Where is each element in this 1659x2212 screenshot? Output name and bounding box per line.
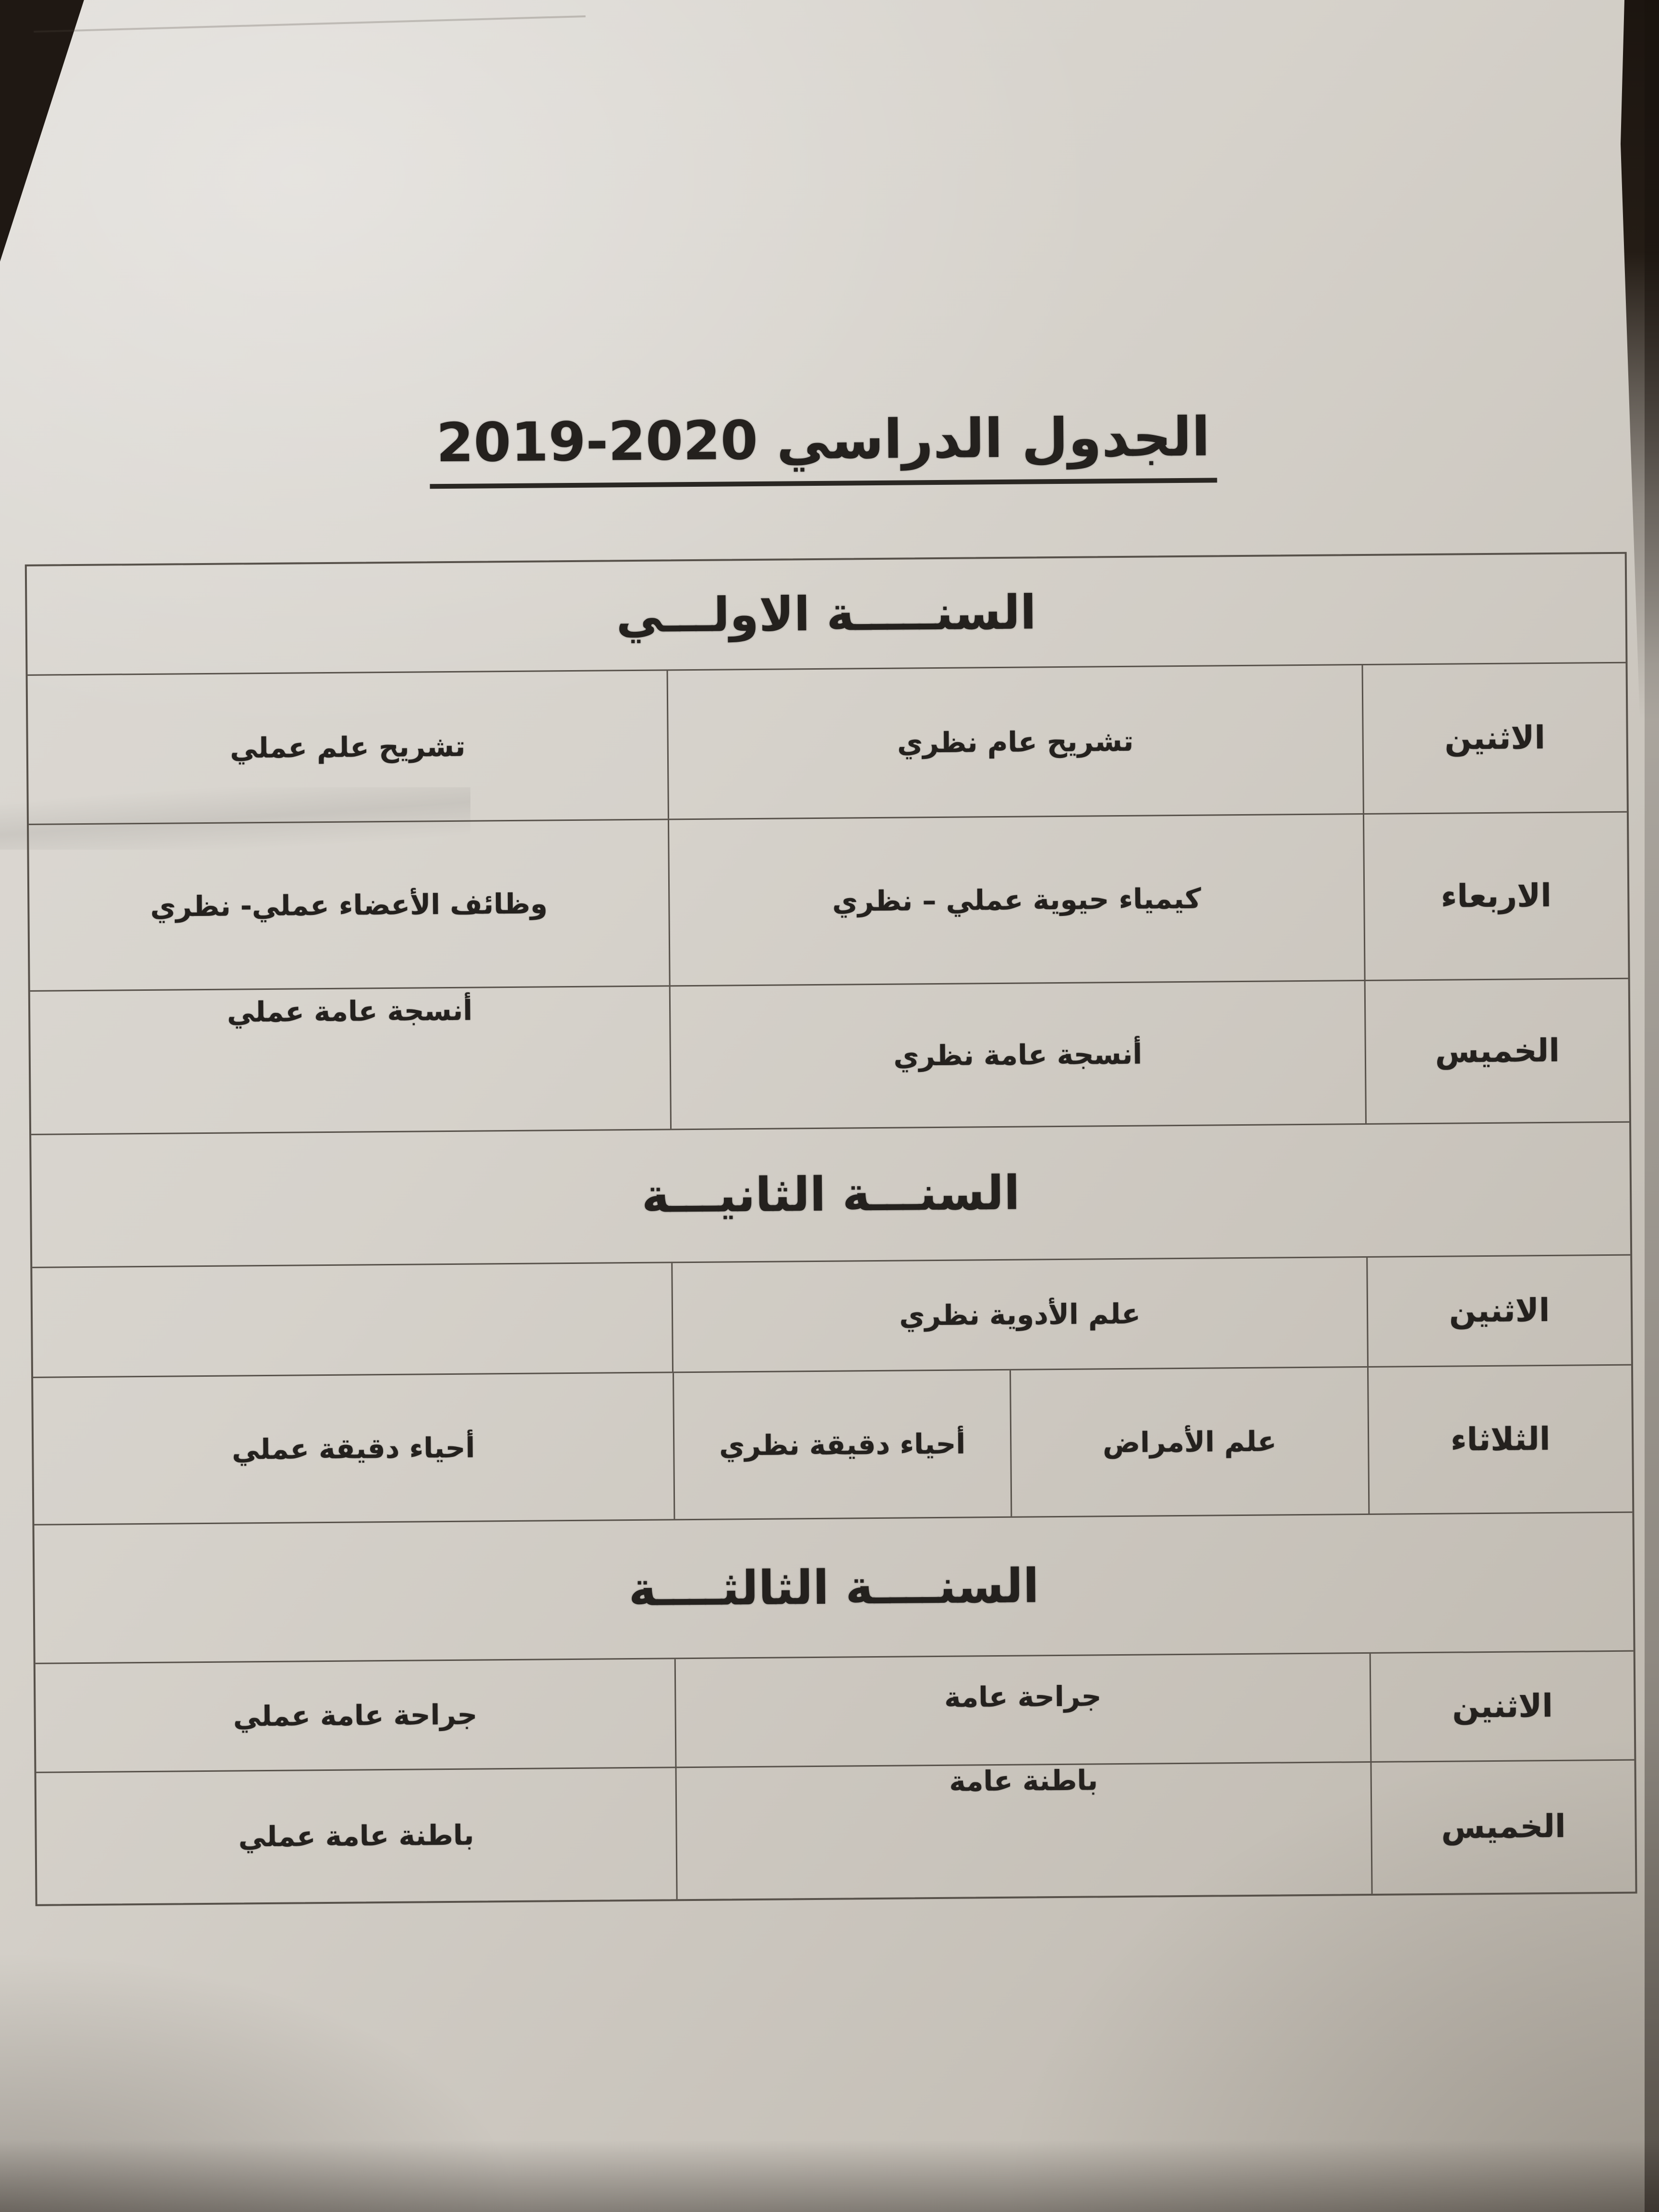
subject-cell: باطنة عامة	[675, 1760, 1371, 1899]
section-header-year1	[27, 554, 1626, 674]
subject-cell: علم الأمراض	[1010, 1368, 1368, 1516]
subject-cell: تشريح علم عملي	[229, 730, 466, 765]
day-cell: الخميس	[1370, 1761, 1635, 1894]
empty-cell	[32, 1263, 672, 1376]
section-header-year1-label: السنـــــة الاولـــي	[616, 585, 1037, 643]
subject-cell: جراحة عامة	[674, 1654, 1370, 1767]
table-row-year1-monday	[28, 662, 1627, 824]
table-row-year2-tuesday	[33, 1364, 1632, 1524]
table-row-year2-monday	[32, 1254, 1631, 1377]
schedule-table	[25, 552, 1637, 1906]
subject-cell: أحياء دقيقة عملي	[231, 1431, 475, 1466]
section-header-year3	[34, 1512, 1633, 1663]
table-row-year1-thursday	[30, 978, 1629, 1134]
subject-cell: تشريح عام نظري	[667, 665, 1363, 818]
subject-cell: باطنة عامة عملي	[238, 1818, 474, 1853]
day-cell: الاثنين	[1366, 1256, 1631, 1366]
day-cell: الاثنين	[1370, 1652, 1635, 1761]
section-header-year2	[31, 1121, 1630, 1267]
subject-cell: وظائف الأعضاء عملي- نظري	[150, 887, 548, 923]
section-header-year2-label: السنـــة الثانيـــة	[641, 1166, 1021, 1224]
day-cell: الاثنين	[1362, 663, 1627, 813]
day-cell: الاربعاء	[1363, 813, 1628, 980]
subject-cell: أنسجة عامة عملي	[227, 994, 473, 1029]
subject-cell: أحياء دقيقة نظري	[673, 1370, 1010, 1519]
subject-cell: علم الأدوية نظري	[671, 1258, 1367, 1371]
document-title: الجدول الدراسي 2020-2019	[429, 406, 1217, 489]
table-row-year1-wednesday	[29, 811, 1628, 990]
subject-cell: كيمياء حيوية عملي – نظري	[668, 815, 1364, 985]
title-row	[0, 402, 1653, 492]
day-cell: الخميس	[1364, 979, 1629, 1123]
table-row-year3-monday	[36, 1650, 1635, 1772]
section-header-year3-label: السنــــة الثالثــــة	[628, 1559, 1040, 1617]
table-row-year3-thursday	[36, 1759, 1635, 1904]
subject-cell: أنسجة عامة نظري	[669, 981, 1365, 1129]
subject-cell: جراحة عامة عملي	[233, 1698, 478, 1733]
day-cell: الثلاثاء	[1367, 1366, 1632, 1514]
